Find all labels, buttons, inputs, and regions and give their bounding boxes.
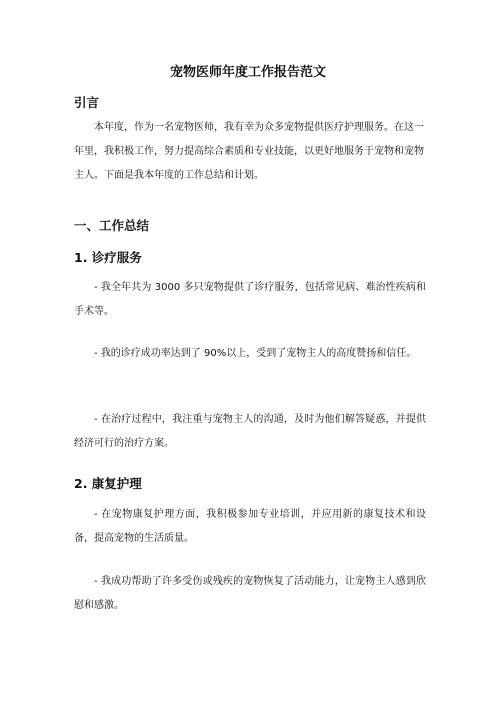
bullet-item: - 在宠物康复护理方面，我积极参加专业培训，并应用新的康复技术和设备，提高宠物的生活质量。 xyxy=(74,509,426,544)
section-heading-work-summary: 一、工作总结 xyxy=(74,218,150,233)
subsection-heading-rehab: 2. 康复护理 xyxy=(74,476,142,491)
bullet-item: - 我全年共为 3000 多只宠物提供了诊疗服务，包括常见病、难治性疾病和手术等。 xyxy=(74,282,426,317)
intro-paragraph: 本年度，作为一名宠物医师，我有幸为众多宠物提供医疗护理服务。在这一年里，我积极工作，努力提高综合素质和专业技能，以更好地服务于宠物和宠物主人。下面是我本年度的工作总结和计划。 xyxy=(74,122,424,181)
bullet-item: - 我成功帮助了许多受伤或残疾的宠物恢复了活动能力，让宠物主人感到欣慰和感激。 xyxy=(74,576,426,611)
intro-heading: 引言 xyxy=(74,95,100,110)
bullet-item: - 我的诊疗成功率达到了 90%以上，受到了宠物主人的高度赞扬和信任。 xyxy=(94,348,417,359)
subsection-heading-diagnosis: 1. 诊疗服务 xyxy=(74,250,142,265)
document-title: 宠物医师年度工作报告范文 xyxy=(169,65,326,80)
bullet-item: - 在治疗过程中，我注重与宠物主人的沟通，及时为他们解答疑惑，并提供经济可行的治疗方案。 xyxy=(74,414,426,449)
